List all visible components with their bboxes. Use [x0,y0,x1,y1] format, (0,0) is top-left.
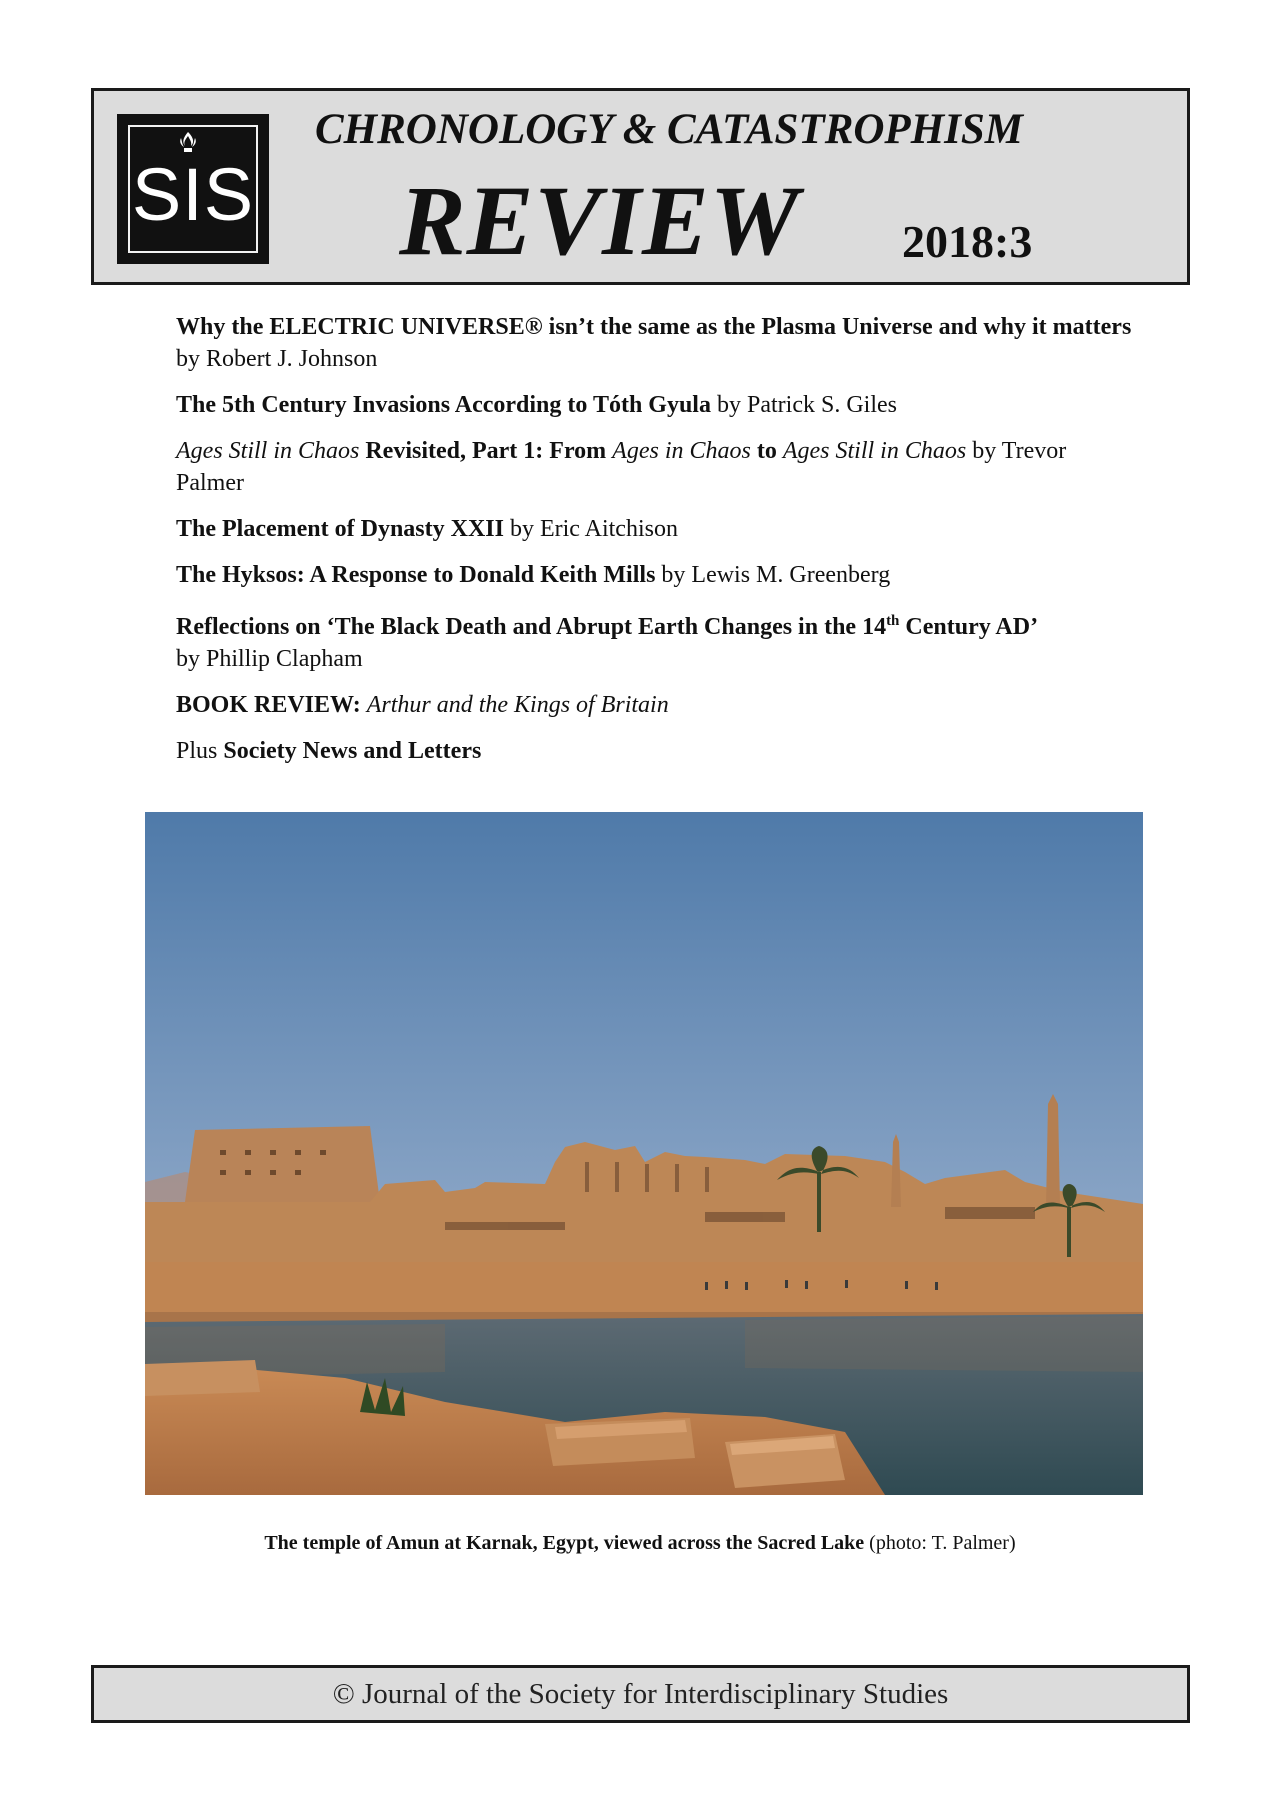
article-title: The Hyksos: A Response to Donald Keith Mills [176,562,656,588]
contents-entry [176,389,1136,421]
contents-entry [176,605,1136,675]
footer-banner [91,1665,1190,1723]
article-title: Reflections on ‘The Black Death and Abrupt Earth Changes in the 14 [176,614,887,640]
book-review-label: BOOK REVIEW: [176,692,361,718]
caption-credit: (photo: T. Palmer) [864,1532,1016,1554]
plus-prefix: Plus [176,738,224,764]
contents-entry [176,735,1136,767]
article-title: The 5th Century Invasions According to Tóth Gyula [176,392,711,418]
footer-text: © Journal of the Society for Interdisciplinary Studies [332,1678,949,1710]
contents-entry [176,559,1136,591]
article-author: by Patrick S. Giles [710,392,897,418]
book-title: Arthur and the Kings of Britain [366,692,669,718]
caption-text: The temple of Amun at Karnak, Egypt, viewed across the Sacred Lake [264,1532,865,1554]
article-title-italic: Ages in Chaos [612,438,751,464]
masthead [91,88,1190,285]
sis-logo [117,114,269,264]
article-author: by Trevor Palmer [176,438,1067,496]
contents-entry [176,689,1136,721]
article-author: by Phillip Clapham [176,646,363,672]
contents-entry [176,435,1136,499]
article-author: by Lewis M. Greenberg [655,562,891,588]
article-title: Revisited, Part 1: From [359,438,613,464]
cover-photo [145,812,1143,1495]
ordinal-suffix: th [886,613,900,629]
series-title: CHRONOLOGY & CATASTROPHISM [315,106,1024,153]
contents-list [176,311,1136,781]
karnak-temple-image [145,812,1143,1495]
contents-entry [176,513,1136,545]
logo-text: SIS [131,153,255,236]
article-title: Society News and Letters [223,738,482,764]
article-author: by Robert J. Johnson [176,346,378,372]
article-title: Century AD’ [899,614,1039,640]
article-title: Why the ELECTRIC UNIVERSE® isn’t the same as the Plasma Universe and why it matters [176,314,1132,340]
review-title: REVIEW [399,165,800,276]
article-author: by Eric Aitchison [503,516,678,542]
issue-number: 2018:3 [902,216,1033,267]
article-title: to [750,438,783,464]
article-title-italic: Ages Still in Chaos [782,438,967,464]
photo-caption [0,1530,1280,1556]
contents-entry [176,311,1136,375]
article-title-italic: Ages Still in Chaos [176,438,360,464]
article-title: The Placement of Dynasty XXII [176,516,504,542]
